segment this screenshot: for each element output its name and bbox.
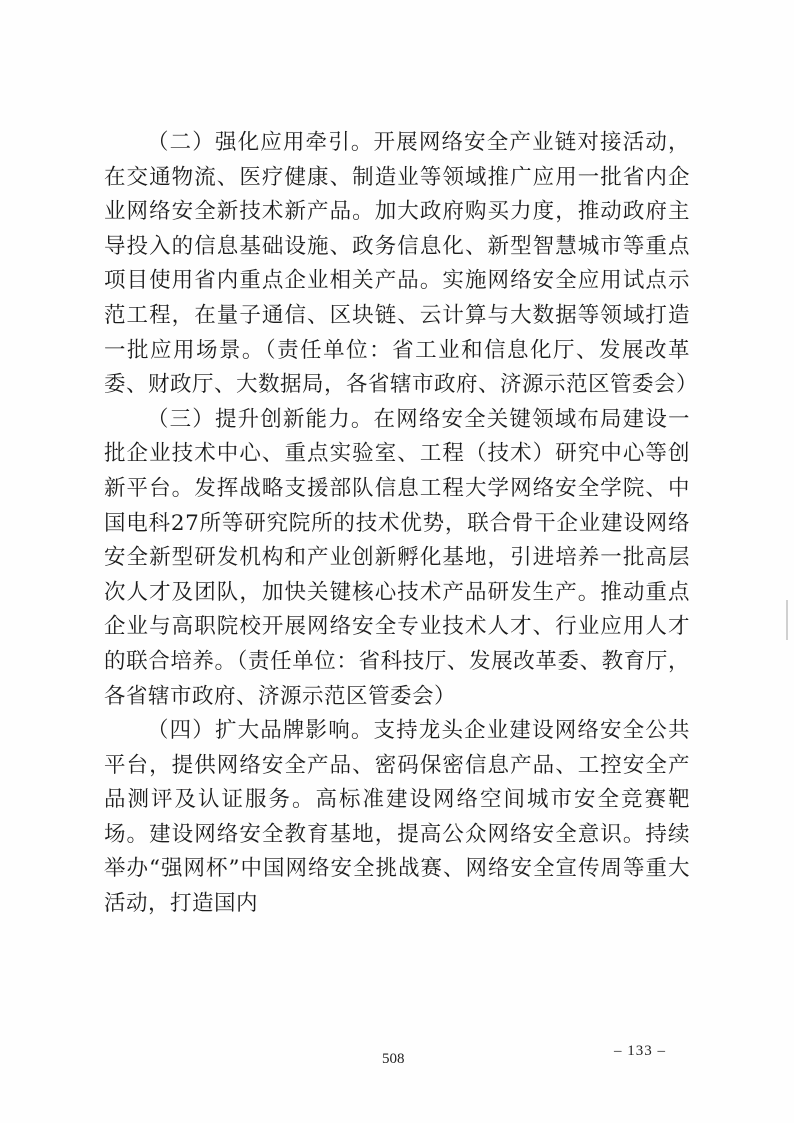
paragraph-strengthen-application: （二）强化应用牵引。开展网络安全产业链对接活动，在交通物流、医疗健康、制造业等领域推广应用一批省内企业网络安全新技术新产品。加大政府购买力度，推动政府主导投入的信息基础设施、政务信息化、新型智慧城市等重点项目使用省内重点企业相关产品。实施网络安全应用试点示范工程，在量子通信、区块链、云计算与大数据等领域打造一批应用场景。（责任单位：省工业和信息化厅、发展改革委、财政厅、大数据局，各省辖市政府、济源示范区管委会） — [104, 130, 699, 398]
paragraph-expand-brand: （四）扩大品牌影响。支持龙头企业建设网络安全公共平台，提供网络安全产品、密码保密信息产品、工控安全产品测评及认证服务。高标准建设网络空间城市安全竞赛靶场。建设网络安全教育基地，提高公众网络安全意识。持续举办“强网杯”中国网络安全挑战赛、网络安全宣传周等重大活动，打造国内 — [104, 718, 690, 917]
document-body — [104, 126, 699, 922]
scan-edge-mark — [786, 600, 788, 640]
paragraph-improve-innovation: （三）提升创新能力。在网络安全关键领域布局建设一批企业技术中心、重点实验室、工程（技术）研究中心等创新平台。发挥战略支援部队信息工程大学网络安全学院、中国电科27所等研究院所的技术优势，联合骨干企业建设网络安全新型研发机构和产业创新孵化基地，引进培养一批高层次人才及团队，加快关键核心技术产品研发生产。推动重点企业与高职院校开展网络安全专业技术人才、行业应用人才的联合培养。（责任单位：省科技厅、发展改革委、教育厅，各省辖市政府、济源示范区管委会） — [104, 406, 690, 709]
page-number: – 133 – — [614, 1043, 666, 1059]
scan-page-number: 508 — [382, 1051, 405, 1067]
